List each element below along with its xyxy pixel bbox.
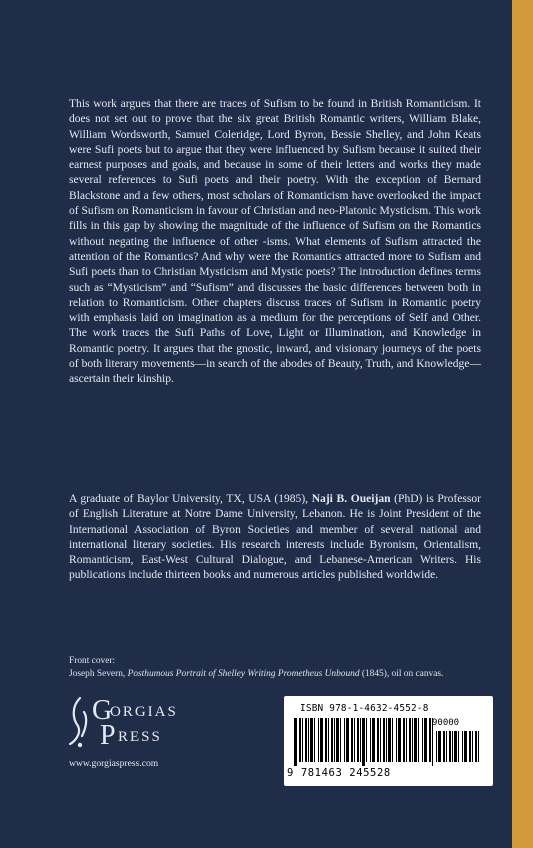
barcode-bar (325, 718, 327, 762)
barcode-bar (386, 718, 387, 762)
barcode-addon-number: 90000 (432, 718, 460, 728)
barcode-bar (478, 731, 479, 762)
barcode-bar (412, 718, 413, 762)
logo-word-ress: RESS (118, 729, 162, 745)
author-bio (69, 492, 481, 584)
barcode-bar (475, 731, 477, 762)
logo-initial-g: G (92, 695, 113, 726)
barcode-bar (414, 718, 417, 762)
barcode-bar (334, 718, 335, 762)
barcode-bar (464, 731, 467, 762)
ean-barcode-bars (294, 718, 433, 766)
barcode-bar (380, 718, 381, 762)
barcode-bar (406, 718, 407, 762)
front-cover-credit (69, 668, 489, 681)
gorgias-press-logo (68, 692, 188, 752)
isbn-barcode (284, 696, 493, 786)
barcode-bar (436, 731, 437, 762)
barcode-bar (443, 731, 445, 762)
cover-artwork-title: Posthumous Portrait of Shelley Writing Prometheus Unbound (127, 669, 360, 679)
barcode-bar (429, 718, 431, 762)
bio-intro: A graduate of Baylor University, TX, USA (1985), (69, 493, 312, 505)
barcode-bar (360, 718, 361, 762)
publisher-website: www.gorgiaspress.com (69, 758, 159, 769)
barcode-bar (346, 718, 349, 762)
barcode-bar (372, 718, 375, 762)
barcode-bar (424, 718, 427, 762)
barcode-bar (310, 718, 313, 762)
barcode-bar (458, 731, 459, 762)
barcode-bar (462, 731, 463, 762)
barcode-bar (357, 718, 359, 762)
ean-digits: 9 781463 245528 (287, 767, 391, 779)
barcode-bar (366, 718, 367, 762)
isbn-number: ISBN 978-1-4632-4552-8 (300, 703, 429, 714)
barcode-bar (392, 718, 393, 762)
barcode-bar (302, 718, 303, 762)
barcode-bar (328, 718, 329, 762)
barcode-bar (354, 718, 355, 762)
barcode-bar (388, 718, 391, 762)
barcode-bar (344, 718, 345, 762)
barcode-bar (314, 718, 315, 762)
barcode-bar (452, 731, 453, 762)
barcode-bar (318, 718, 319, 762)
barcode-bar (472, 731, 473, 762)
barcode-bar (370, 718, 371, 762)
logo-word-orgias: ORGIAS (110, 704, 178, 720)
barcode-bar (422, 718, 423, 762)
barcode-bar (294, 718, 297, 766)
author-name: Naji B. Oueijan (311, 493, 391, 505)
logo-initial-p: P (100, 720, 116, 751)
barcode-bar (305, 718, 307, 762)
barcode-bar (331, 718, 333, 762)
barcode-bar (351, 718, 353, 762)
barcode-bar (418, 718, 419, 762)
barcode-bar (377, 718, 379, 762)
barcode-bar (383, 718, 385, 762)
barcode-bar (403, 718, 405, 762)
barcode-bar (340, 718, 341, 762)
barcode-bar (454, 731, 457, 762)
barcode-bar (396, 718, 397, 762)
bio-details: (PhD) is Professor of English Literature at Notre Dame University, Lebanon. He is Joint President of the International Association of Byron Societies and member of several national and international literary societies. His research interests include Byronism, Orientalism, Romanticism, East-West Cultural Dialogue, and Lebanese-American Writers. His publications include thirteen books and numerous articles published worldwide. (69, 493, 481, 582)
barcode-bar (449, 731, 451, 762)
barcode-bar (438, 731, 441, 762)
barcode-bar (409, 718, 411, 762)
book-description: This work argues that there are traces of Sufism to be found in British Romanticism. It does not set out to prove that the six great British Romantic writers, William Blake, William Wordsworth, Samuel Coleridge, Lord Byron, Bessie Shelley, and John Keats were Sufi poets but to argue that they were influenced by Sufism because it suited their earnest purposes and goals, and because in some of their letters and works they made several references to Sufi poets and their poetry. With the exception of Bernard Blackstone and a few others, most scholars of Romanticism have overlooked the impact of Sufism on Romanticism in favour of Christian and neo-Platonic Mysticism. This work fills in this gap by showing the magnitude of the influence of Sufism on the Romantics without negating the influence of other -isms. What elements of Sufism attracted the attention of the Romantics? And why were the Romantics attracted more to Sufism and Sufi poets than to Christian Mysticism and Mystic poets? The introduction defines terms such as “Mysticism” and “Sufism” and discusses the basic differences between both in relation to Romanticism. Other chapters discuss traces of Sufism in Romantic poetry with emphasis laid on imagination as a medium for the perceptions of Self and Other. The work traces the Sufi Paths of Love, Light or Illumination, and Knowledge in Romantic poetry. It argues that the gnostic, inward, and visionary journeys of the poets of both literary movements—in search of the abodes of Beauty, Truth, and Knowledge—ascertain their kinship. (69, 98, 481, 386)
cover-artwork-details: (1845), oil on canvas. (359, 669, 444, 679)
barcode-bar (336, 718, 339, 762)
barcode-bar (469, 731, 471, 762)
calligraphy-emblem-icon (70, 698, 86, 744)
book-spine-edge (512, 0, 533, 848)
cover-artist: Joseph Severn, (69, 669, 128, 679)
front-cover-label: Front cover: (69, 656, 116, 666)
barcode-bar (398, 718, 401, 762)
barcode-bar (362, 718, 365, 766)
barcode-bar (320, 718, 323, 762)
emblem-dot-icon (78, 743, 82, 747)
addon-barcode-bars (436, 731, 480, 766)
barcode-bar (299, 718, 301, 762)
barcode-bar (308, 718, 309, 762)
barcode-bar (446, 731, 447, 762)
